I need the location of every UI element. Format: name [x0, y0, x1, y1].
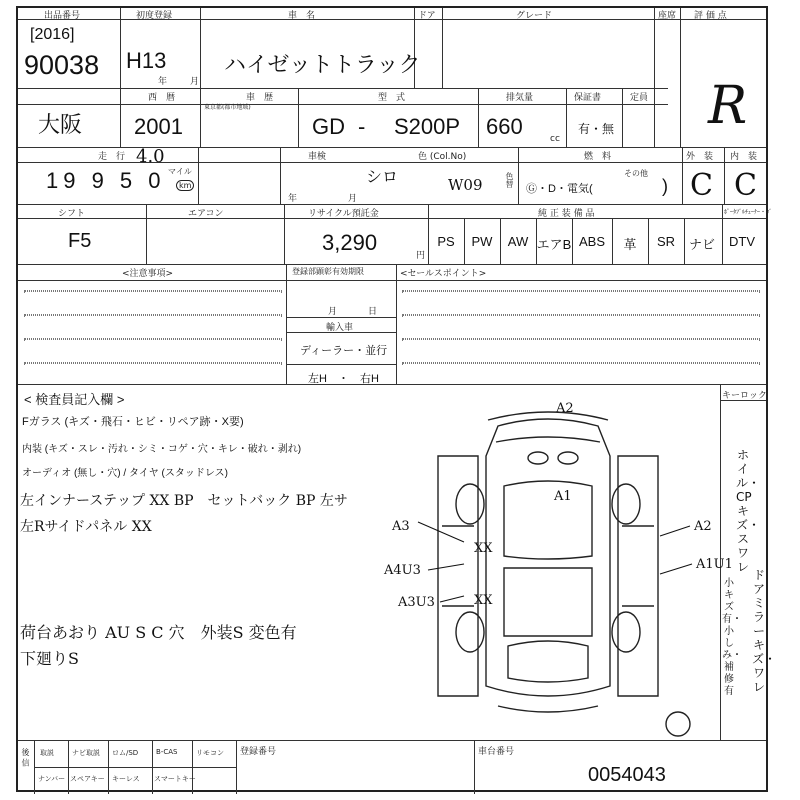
chassis-no-label: 車台番号	[478, 747, 515, 757]
bottom-c4-top: B-CAS	[156, 748, 178, 756]
bottom-c5-top: リモコン	[196, 749, 224, 757]
mileage-km: km	[176, 180, 194, 191]
seat-label: 座席	[658, 11, 677, 21]
month-mark: 月	[190, 77, 200, 87]
diagram-mark-left2: A4U3	[384, 563, 421, 578]
mileage-value: 19 9 5 0	[46, 168, 166, 193]
inspector-hand-4: 下廻りS	[20, 649, 79, 668]
exterior-label: 外 装	[686, 152, 714, 162]
recycle-value: 3,290	[322, 230, 378, 255]
reg-no-label: 登録番号	[240, 747, 277, 757]
genuine-equip-label: 純 正 装 備 品	[538, 209, 595, 219]
equip-pw: PW	[471, 234, 493, 249]
year-mark: 年	[158, 77, 168, 87]
mileage-unit: マイル	[168, 167, 192, 176]
color-label: 色 (Col.No)	[418, 152, 467, 162]
aircon-label: エアコン	[188, 209, 224, 219]
fuel-close: )	[662, 176, 668, 196]
right-col-mirror: ドアミラーキズ・ワレ	[752, 568, 777, 694]
mileage-note: 4.0	[136, 146, 165, 167]
nav-tv-label: ﾎﾟｰﾀﾌﾞﾙﾁｭｰﾅｰ・ﾀﾞ	[724, 209, 773, 216]
fuel-other: その他	[624, 169, 648, 178]
rear-label: 後 信	[21, 748, 30, 767]
color-sub: 色替	[505, 172, 514, 188]
displacement-value: 660	[486, 114, 523, 139]
lot-no-label: 出品番号	[44, 11, 81, 21]
era-label: 西 暦	[148, 93, 176, 103]
history-sub-label: 東京都(都市地域)	[204, 104, 251, 111]
interior-label: 内 装	[730, 152, 758, 162]
diagram-mark-a1: A1	[554, 489, 572, 504]
shift-value: F5	[68, 230, 92, 252]
model-label: 型 式	[378, 93, 406, 103]
equip-ps: PS	[437, 234, 455, 249]
diagram-mark-right1: A2	[694, 519, 712, 534]
inspector-hand-3: 荷台あおり AU S C 穴 外装S 変色有	[20, 623, 297, 642]
bottom-c1-top: 取説	[40, 749, 54, 757]
year-value: 2001	[134, 114, 183, 139]
expiry-day: 日	[368, 307, 378, 317]
equip-abs: ABS	[578, 234, 605, 249]
car-name-label: 車 名	[288, 11, 316, 21]
warranty-value: 有・無	[578, 122, 615, 136]
inspector-hand-2: 左Rサイドパネル XX	[20, 519, 152, 535]
first-reg-label: 初度登録	[136, 11, 173, 21]
diagram-mark-xx1: XX	[474, 541, 493, 556]
insp-year-mark: 年	[288, 194, 298, 204]
mileage-label: 走 行	[98, 152, 126, 162]
import-dealer: ディーラー・並行	[300, 345, 388, 357]
region-value: 大阪	[38, 112, 83, 137]
diagram-mark-xx2: XX	[474, 593, 493, 608]
bottom-c2-top: ナビ取説	[72, 749, 100, 757]
equip-navi: ナビ	[688, 237, 715, 252]
key-lock-label: キーロック	[722, 391, 767, 401]
lot-number: 90038	[24, 50, 100, 80]
bottom-c3-bottom: キーレス	[112, 775, 140, 783]
model-code: S200P	[394, 114, 461, 139]
diagram-mark-top: A2	[556, 401, 574, 416]
displacement-label: 排気量	[506, 93, 534, 103]
bottom-c2-bottom: スペアキー	[70, 775, 105, 783]
fuel-label: 燃 料	[584, 152, 612, 162]
bottom-c3-top: ロム/SD	[112, 749, 139, 757]
equip-aw: AW	[507, 234, 529, 249]
interior-grade: C	[734, 168, 757, 203]
grade-label: グレード	[516, 11, 553, 21]
diagram-mark-left1: A3	[392, 519, 410, 534]
score-label: 評 価 点	[694, 11, 727, 21]
cc-unit: cc	[550, 134, 560, 144]
sales-point-label: <セールスポイント>	[400, 269, 487, 279]
recycle-label: リサイクル預託金	[308, 209, 379, 219]
equip-sr: SR	[656, 234, 676, 249]
chassis-no-value: 0054043	[588, 764, 666, 786]
insp-month-mark: 月	[348, 194, 358, 204]
expiry-month: 月	[328, 307, 338, 317]
steering-value: 左H ・ 右H	[308, 373, 379, 385]
inspector-hand-1: 左インナーステップ XX BP セットバック BP 左サ	[20, 493, 348, 509]
warranty-label: 保証書	[574, 93, 602, 103]
auction-sheet	[16, 6, 777, 792]
reg-expiry-label: 登録部顕彰有効期限	[292, 267, 364, 276]
inspector-glass: Fガラス (キズ・飛石・ヒビ・リペア跡・X要)	[22, 416, 244, 428]
inspector-notes-title: < 検査員記入欄 >	[24, 392, 125, 407]
diagram-mark-left3: A3U3	[398, 595, 435, 610]
import-label: 輸入車	[326, 323, 354, 333]
bottom-c1-bottom: ナンバー	[38, 775, 66, 783]
inspector-interior: 内装 (キズ・スレ・汚れ・シミ・コゲ・穴・キレ・破れ・剥れ)	[22, 444, 302, 455]
equip-leather: 革	[623, 237, 637, 252]
car-name-value: ハイゼットトラック	[224, 52, 421, 77]
inspection-label: 車検	[308, 152, 327, 162]
right-col-scratch: 小キズ有・小しみ・補修有	[722, 578, 742, 697]
inspector-audio: オーディオ (無し・穴) / タイヤ (スタッドレス)	[22, 468, 228, 479]
bottom-c4-bottom: スマートキー	[154, 775, 196, 783]
right-col-wheel: ホイル・CPキズ・スワレ	[736, 448, 761, 574]
model-dash: -	[358, 114, 366, 139]
color-hand: シロ	[366, 167, 399, 186]
notes-label: <注意事項>	[122, 269, 174, 279]
color-no: W09	[448, 176, 483, 194]
history-label: 車 歴	[246, 93, 274, 103]
score-value: R	[708, 76, 748, 136]
year-tag: [2016]	[30, 26, 75, 43]
door-label: ドア	[418, 11, 436, 21]
equip-dtv: DTV	[729, 234, 755, 249]
first-reg-value: H13	[126, 48, 167, 73]
diagram-mark-right2: A1U1	[696, 557, 733, 572]
yen-unit: 円	[416, 251, 426, 261]
capacity-label: 定員	[630, 93, 649, 103]
exterior-grade: C	[690, 168, 713, 203]
shift-label: シフト	[58, 209, 86, 219]
model-prefix: GD	[312, 114, 345, 139]
fuel-options: Ⓖ・D・電気(	[526, 183, 593, 195]
equip-airbag: エアB	[536, 237, 572, 252]
